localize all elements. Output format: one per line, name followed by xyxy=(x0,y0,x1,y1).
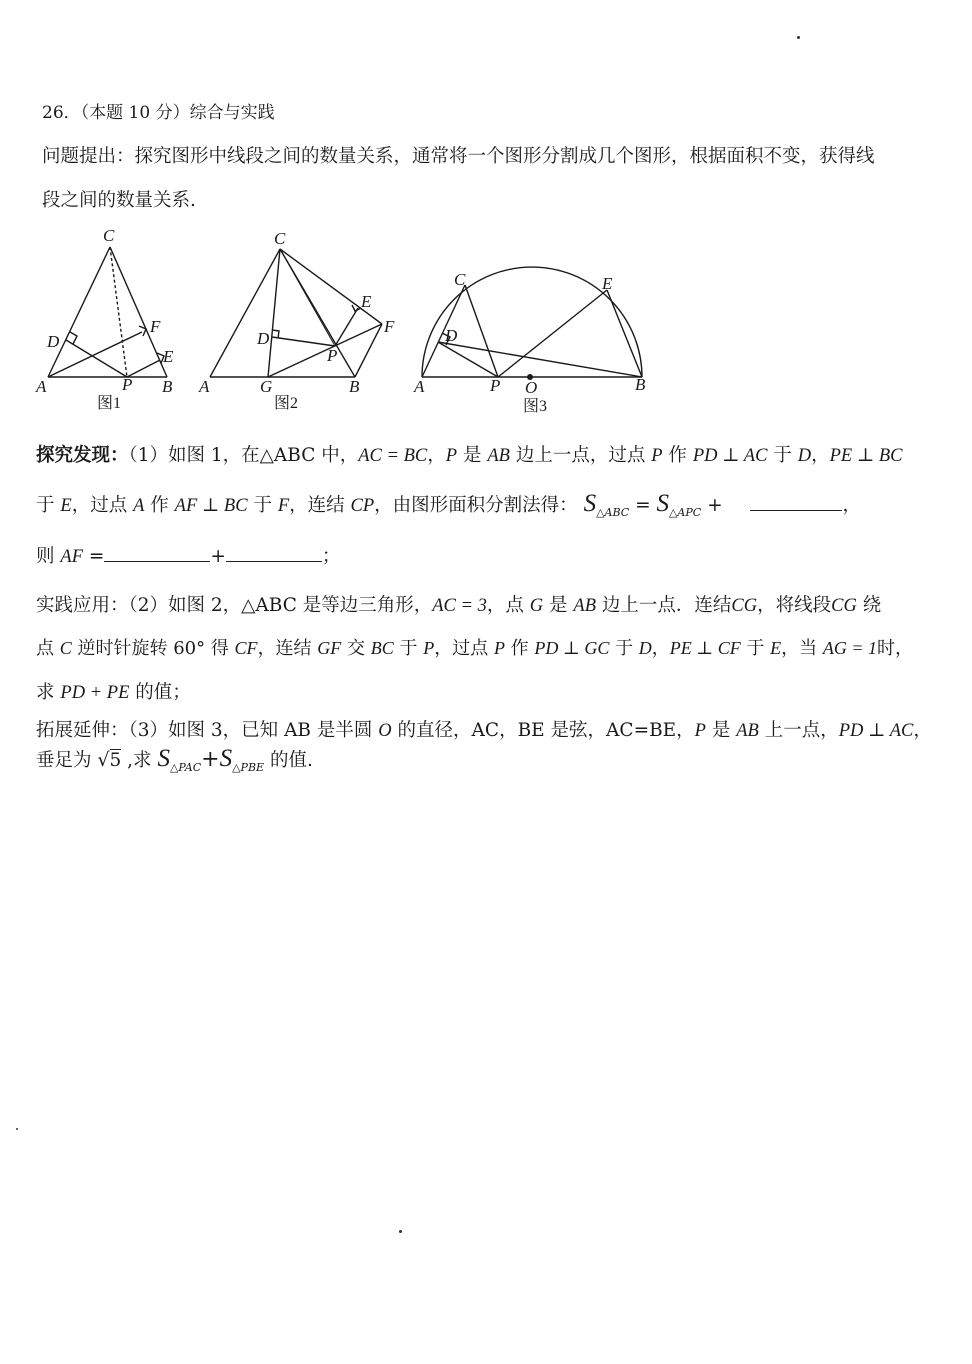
fig1-side-bc xyxy=(110,247,167,377)
fig1-segment-pd xyxy=(66,340,127,377)
answer-blank-3[interactable] xyxy=(226,546,322,562)
figure-1 xyxy=(30,222,190,417)
fig1-label-c: C xyxy=(103,226,115,245)
fig2-segment-gf xyxy=(268,324,382,377)
figure-2 xyxy=(195,222,410,417)
part1-heading: 探究发现： xyxy=(36,445,129,466)
fig1-caption: 图1 xyxy=(97,395,122,412)
fig3-label-b: B xyxy=(635,375,646,394)
part2-line-3: 求 PD + PE 的值； xyxy=(36,682,191,703)
fig3-segment-cp xyxy=(465,285,498,377)
answer-blank-2[interactable] xyxy=(104,546,210,562)
fig1-label-a: A xyxy=(36,377,47,396)
fig3-chord-ac xyxy=(422,285,465,377)
figure-3 xyxy=(410,255,660,420)
scan-speck xyxy=(797,36,800,39)
fig2-label-b: B xyxy=(349,377,360,396)
part2-line-2: 点 C 逆时针旋转 60° 得 CF，连结 GF 交 BC 于 P，过点 P 作 PD ⊥ GC 于 D，PE ⊥ CF 于 E，当 AG = 1时， xyxy=(36,638,914,659)
fig3-segment-pe xyxy=(498,290,607,377)
fig2-segment-cp xyxy=(280,249,335,346)
part1-line-1: 探究发现：（1）如图 1，在△ABC 中，AC = BC，P 是 AB 边上一点，过点 P 作 PD ⊥ AC 于 D，PE ⊥ BC xyxy=(36,445,903,466)
fig3-chord-be xyxy=(607,290,642,377)
fig3-label-p: P xyxy=(490,376,501,395)
fig2-label-g: G xyxy=(260,377,273,396)
fig1-label-d: D xyxy=(47,332,60,351)
fig3-label-o: O xyxy=(525,378,538,397)
area-sum-formula: $S_{\triangle PAC}+S_{\triangle PBE}$ xyxy=(157,745,265,774)
part1-line-3: 则 AF = + ； xyxy=(36,546,341,567)
fig2-label-p: P xyxy=(327,346,338,365)
fig2-label-f: F xyxy=(384,317,395,336)
fig1-right-angle-d xyxy=(70,332,77,344)
fig2-segment-fb xyxy=(355,324,382,377)
fig3-label-c: C xyxy=(454,270,466,289)
fig1-segment-af xyxy=(48,332,142,377)
scan-speck xyxy=(399,1230,402,1233)
fig2-label-a: A xyxy=(199,377,210,396)
fig1-label-p: P xyxy=(122,375,133,394)
fig3-caption: 图3 xyxy=(523,398,548,415)
part3-line-1: 拓展延伸：（3）如图 3，已知 AB 是半圆 O 的直径，AC，BE 是弦，AC=BE，P 是 AB 上一点，PD ⊥ AC， xyxy=(36,720,932,741)
question-header: 26．（本题 10 分）综合与实践 xyxy=(42,103,275,123)
fig2-segment-pd xyxy=(272,337,335,346)
scan-speck xyxy=(16,1128,18,1130)
fig1-label-e: E xyxy=(163,347,174,366)
part3-line-2: 垂足为 √5 ,求 $S_{\triangle PAC}+S_{\triangle PBE}$ 的值. xyxy=(36,745,313,774)
part2-line-1: 实践应用：（2）如图 2，△ABC 是等边三角形，AC = 3，点 G 是 AB 边上一点．连结CG，将线段CG 绕 xyxy=(36,595,882,616)
fig3-label-d: D xyxy=(445,326,458,345)
fig3-label-a: A xyxy=(414,377,425,396)
area-formula: $S_{\triangle ABC} = S_{\triangle APC}$ + xyxy=(583,490,723,519)
intro-line-1: 问题提出：探究图形中线段之间的数量关系，通常将一个图形分割成几个图形，根据面积不变，获得线 xyxy=(42,146,875,167)
fig2-label-e: E xyxy=(361,292,372,311)
fig2-label-d: D xyxy=(257,329,270,348)
fig1-side-ac xyxy=(48,247,110,377)
fig2-label-c: C xyxy=(274,229,286,248)
part1-line-2: 于 E，过点 A 作 AF ⊥ BC 于 F，连结 CP，由图形面积分割法得： $S_{\triangle ABC} = S_{\triangle APC}$ + ， xyxy=(36,490,861,519)
fig3-label-e: E xyxy=(602,274,613,293)
sqrt-symbol: √ xyxy=(97,749,110,771)
part3-heading: 拓展延伸： xyxy=(36,720,129,741)
fig1-label-b: B xyxy=(162,377,173,396)
answer-blank-1[interactable] xyxy=(750,495,842,511)
part2-heading: 实践应用： xyxy=(36,595,129,616)
fig1-label-f: F xyxy=(150,317,161,336)
fig2-caption: 图2 xyxy=(274,395,299,412)
intro-line-2: 段之间的数量关系. xyxy=(42,190,196,211)
fig2-segment-cf xyxy=(280,249,382,324)
